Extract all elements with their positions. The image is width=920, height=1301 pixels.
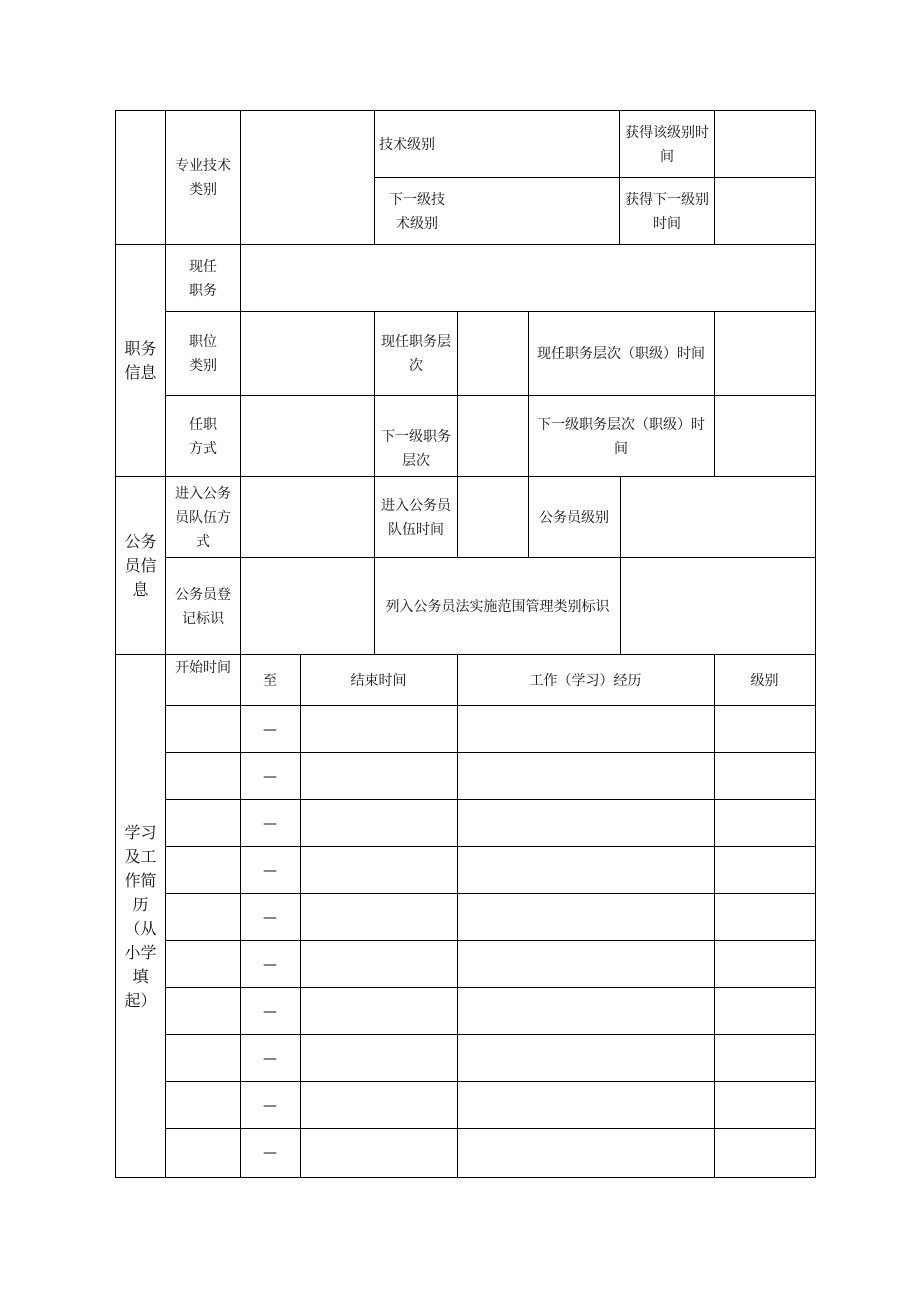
civil-servant-section-label: 公务员信息 (124, 532, 157, 599)
current-post-label: 现任职务 (189, 258, 217, 299)
civil-servant-level-label: 公务员级别 (539, 509, 609, 526)
resume-section-label: 学习及工作简历（从小学填起） (124, 822, 157, 1010)
row-divider (165, 987, 816, 988)
row-divider (374, 177, 816, 178)
appointment-method-value[interactable] (241, 397, 374, 476)
resume-header-to: 至 (263, 672, 277, 689)
specialty-category-label: 专业技术类别 (175, 158, 231, 198)
col-divider (714, 311, 715, 477)
obtain-next-level-time-label: 获得下一级别时间 (625, 191, 709, 232)
management-category-value[interactable] (621, 559, 814, 654)
row-divider (165, 311, 816, 312)
current-rank-value[interactable] (458, 313, 527, 395)
civil-servant-level-value[interactable] (621, 478, 814, 557)
resume-row-dash: — (263, 721, 277, 738)
table-border-top (115, 110, 816, 111)
entry-method-value[interactable] (241, 478, 374, 557)
entry-time-label: 进入公务员队伍时间 (381, 497, 451, 538)
row-divider (115, 476, 816, 477)
resume-row-dash: — (263, 768, 277, 785)
current-rank-time-value[interactable] (715, 313, 814, 395)
row-divider (165, 799, 816, 800)
next-rank-time-value[interactable] (715, 397, 814, 476)
col-divider (374, 476, 375, 655)
col-divider (165, 110, 166, 1178)
resume-header-end: 结束时间 (350, 672, 407, 689)
resume-row-dash: — (263, 815, 277, 832)
position-info-section-label: 职务信息 (124, 339, 157, 382)
row-divider (165, 893, 816, 894)
resume-row-dash: — (263, 1003, 277, 1020)
obtain-level-time-label: 获得该级别时间 (625, 124, 709, 165)
col-divider (620, 476, 621, 655)
current-rank-label: 现任职务层次 (381, 334, 451, 374)
col-divider (528, 311, 529, 477)
resume-row-dash: — (263, 1097, 277, 1114)
row-divider (165, 1128, 816, 1129)
col-divider (457, 476, 458, 558)
row-divider (165, 752, 816, 753)
registration-value[interactable] (241, 559, 374, 654)
col-divider (528, 476, 529, 558)
col-divider (457, 654, 458, 1178)
resume-header-level: 级别 (750, 672, 779, 689)
current-post-value[interactable] (241, 246, 814, 311)
row-divider (115, 244, 816, 245)
row-divider (165, 940, 816, 941)
resume-header-experience: 工作（学习）经历 (529, 672, 642, 689)
row-divider (165, 846, 816, 847)
row-divider (165, 1081, 816, 1082)
entry-time-value[interactable] (458, 478, 527, 557)
resume-row-dash: — (263, 956, 277, 973)
next-rank-label: 下一级职务层次 (381, 428, 451, 469)
col-divider (300, 654, 301, 1178)
next-tech-level-label: 下一级技术级别 (389, 191, 445, 232)
table-border-right (815, 110, 816, 1178)
col-divider (240, 110, 241, 1178)
management-category-label: 列入公务员法实施范围管理类别标识 (385, 598, 610, 615)
post-category-value[interactable] (241, 313, 374, 395)
resume-row-dash: — (263, 909, 277, 926)
col-divider (714, 654, 715, 1178)
resume-row-dash: — (263, 1050, 277, 1067)
row-divider (165, 557, 816, 558)
tech-category-value[interactable] (241, 112, 374, 244)
resume-row-dash: — (263, 862, 277, 879)
next-rank-time-label: 下一级职务层次（职级）时间 (537, 416, 705, 457)
col-divider (457, 311, 458, 477)
col-divider (374, 311, 375, 477)
entry-method-label: 进入公务员队伍方式 (175, 485, 231, 550)
row-divider (165, 395, 816, 396)
registration-label: 公务员登记标识 (175, 586, 231, 627)
obtain-level-time-value[interactable] (715, 112, 814, 177)
post-category-label: 职位类别 (189, 334, 217, 374)
next-rank-value[interactable] (458, 397, 527, 476)
resume-header-start: 开始时间 (175, 660, 231, 676)
obtain-next-level-time-value[interactable] (715, 179, 814, 244)
row-divider (165, 705, 816, 706)
row-divider (115, 654, 816, 655)
table-border-left (115, 110, 116, 1178)
row-divider (165, 1034, 816, 1035)
current-rank-time-label: 现任职务层次（职级）时间 (537, 346, 705, 362)
tech-level-label: 技术级别 (379, 136, 435, 153)
resume-row-dash: — (263, 1145, 277, 1161)
appointment-method-label: 任职方式 (189, 416, 217, 457)
table-border-bottom (115, 1177, 816, 1178)
